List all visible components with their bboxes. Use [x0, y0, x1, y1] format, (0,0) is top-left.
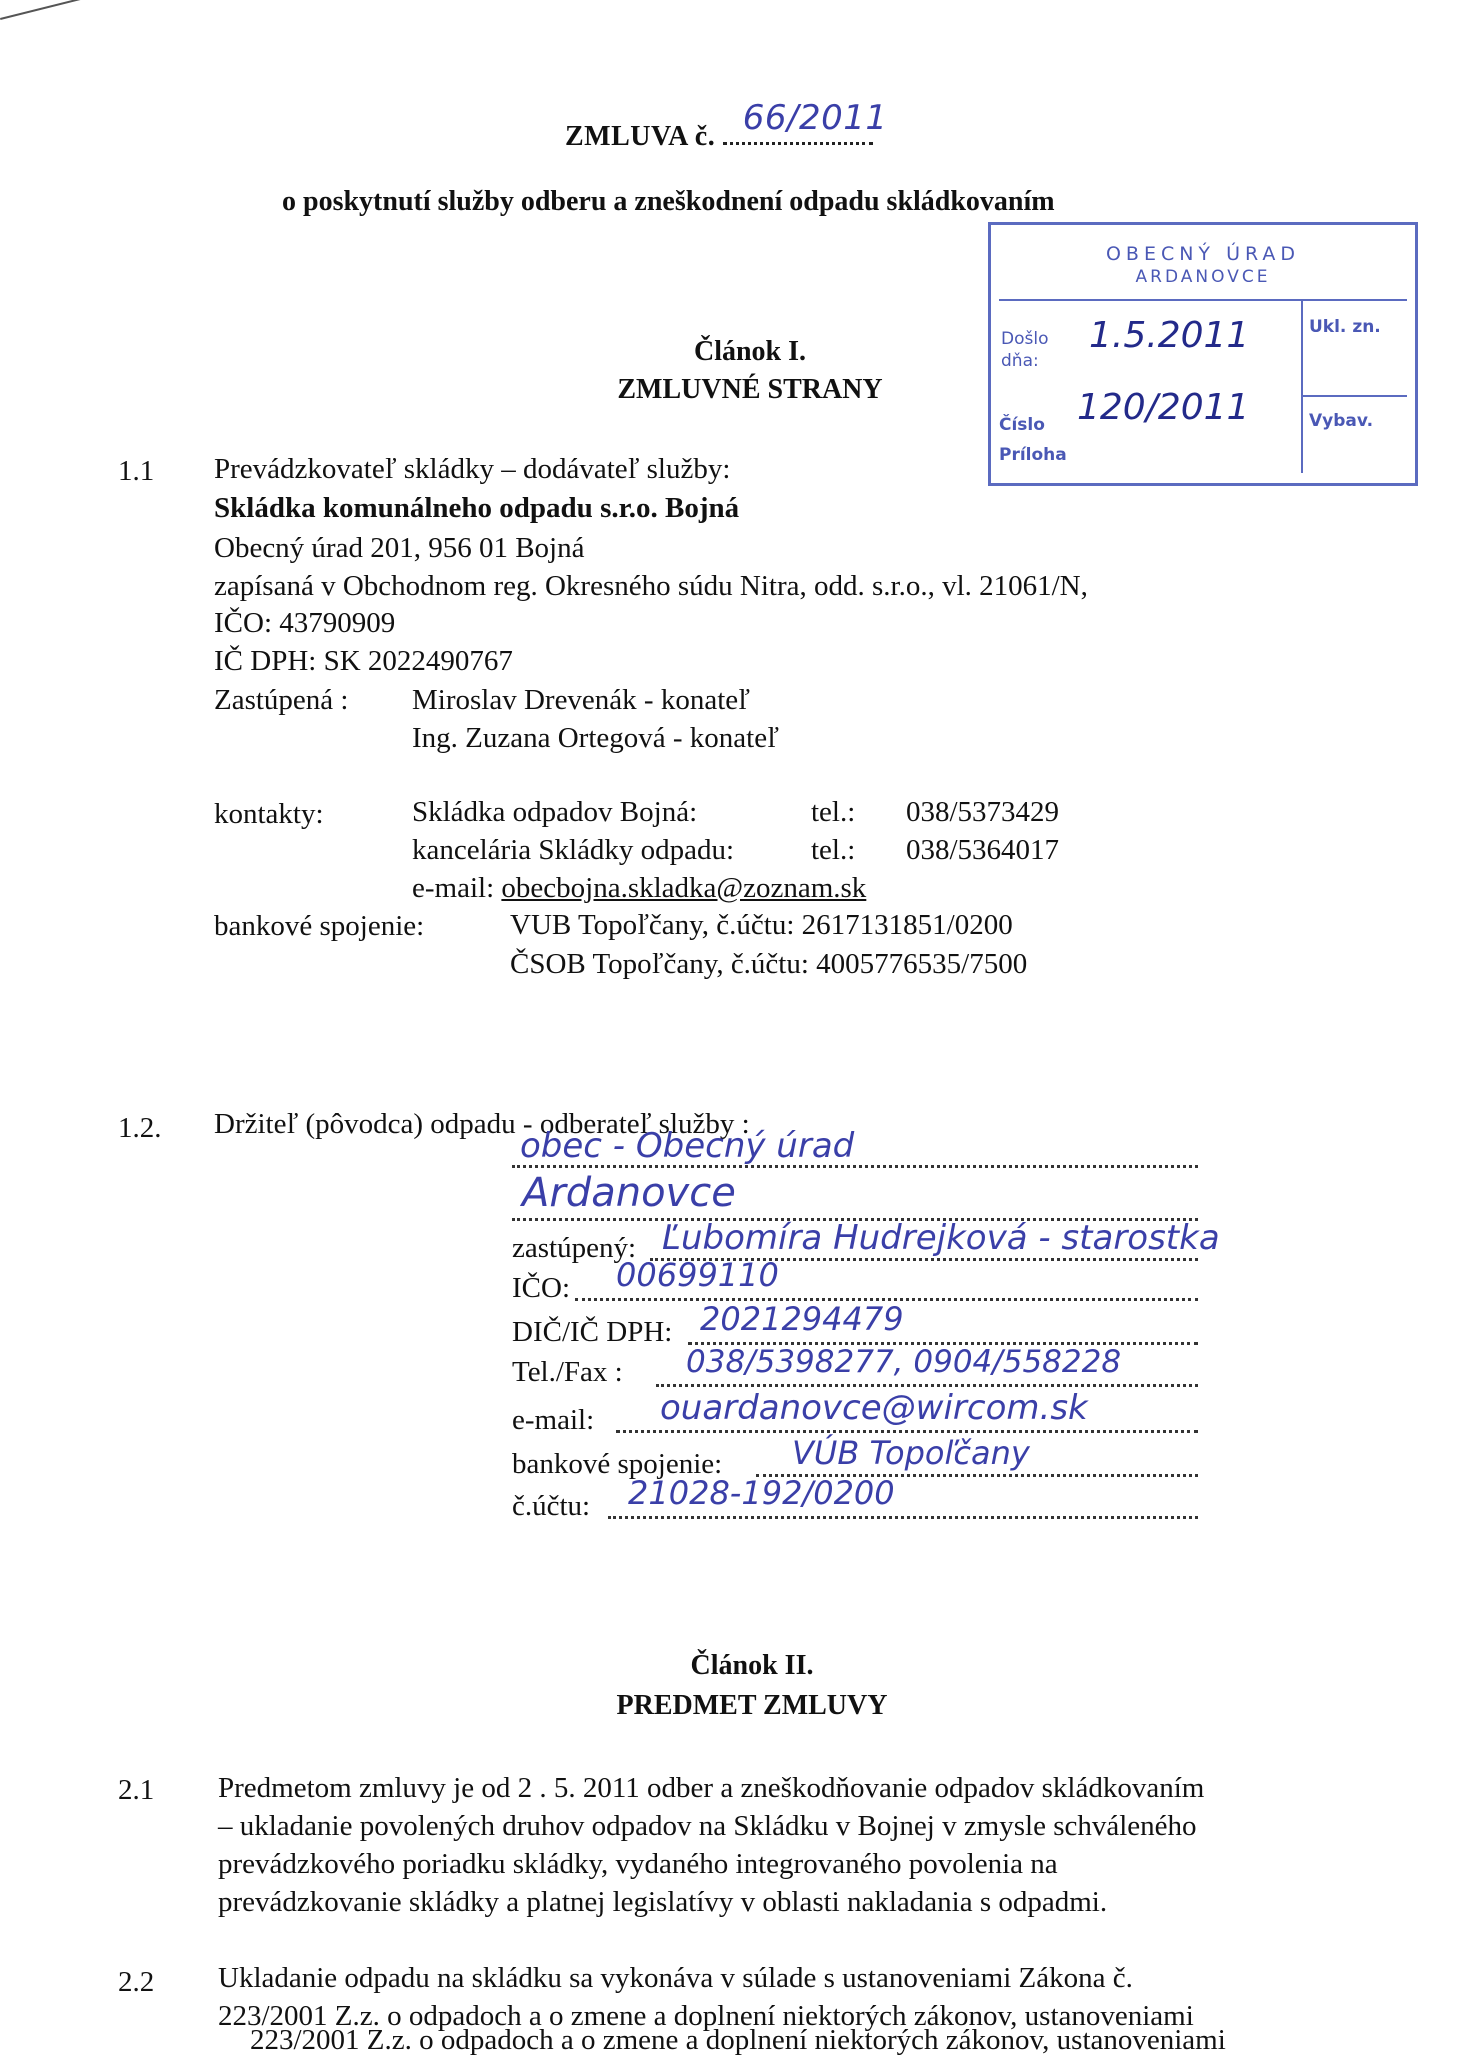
stamp-label-doslo: Došlo	[1001, 329, 1049, 349]
party2-name-handwritten: obec - Obecný úrad	[520, 1126, 855, 1166]
party1-contact1-tel-label: tel.:	[811, 796, 856, 828]
article2-subtitle: PREDMET ZMLUVY	[616, 1690, 888, 1721]
stamp-office-line1: OBECNÝ ÚRAD	[1105, 243, 1301, 265]
pen-mark	[0, 0, 93, 20]
section21-line2: – ukladanie povolených druhov odpadov na Skládku v Bojnej v zmysle schváleného	[218, 1810, 1197, 1842]
party1-contact2-tel: 038/5364017	[906, 834, 1060, 866]
section22-line1: Ukladanie odpadu na skládku sa vykonáva v súlade s ustanoveniami Zákona č.	[218, 1962, 1133, 1994]
section-number-1-2: 1.2.	[118, 1112, 162, 1144]
party2-account-handwritten: 21028-192/0200	[628, 1474, 895, 1512]
party1-representative2: Ing. Zuzana Ortegová - konateľ	[412, 722, 779, 754]
contract-title-prefix: ZMLUVA č.	[565, 121, 723, 152]
party2-role: Držiteľ (pôvodca) odpadu - odberateľ služby :	[214, 1108, 750, 1140]
article2-title: Článok II.	[690, 1650, 814, 1681]
contract-number-field	[723, 98, 888, 145]
party1-ic-dph: IČ DPH: SK 2022490767	[214, 645, 513, 677]
party1-bank2: ČSOB Topoľčany, č.účtu: 4005776535/7500	[510, 948, 1028, 980]
party1-represented-label: Zastúpená :	[214, 684, 349, 716]
party2-account-line	[608, 1516, 1198, 1519]
stamp-label-vybav: Vybav.	[1309, 411, 1374, 431]
contract-title	[565, 98, 888, 153]
article1-subtitle: ZMLUVNÉ STRANY	[617, 374, 883, 405]
party2-place-handwritten: Ardanovce	[522, 1170, 736, 1216]
party1-email-link[interactable]: obecbojna.skladka@zoznam.sk	[501, 872, 867, 904]
party1-ico: IČO: 43790909	[214, 607, 396, 639]
party2-tel-label: Tel./Fax :	[512, 1356, 623, 1388]
article1-title: Článok I.	[693, 336, 807, 367]
party2-ico-handwritten: 00699110	[616, 1256, 779, 1294]
stamp-date-handwritten: 1.5.2011	[1089, 315, 1250, 356]
stamp-divider	[999, 299, 1407, 301]
contract-subtitle: o poskytnutí služby odberu a zneškodnení odpadu skládkovaním	[282, 186, 1055, 217]
stamp-label-dna: dňa:	[1001, 351, 1039, 371]
party1-email-line	[412, 872, 866, 905]
section22-line3: 223/2001 Z.z. o odpadoch a o zmene a doplnení niektorých zákonov, ustanoveniami	[250, 2024, 1226, 2056]
party2-email-line	[616, 1430, 1198, 1433]
stamp-divider	[1303, 395, 1407, 397]
party1-bank1: VUB Topoľčany, č.účtu: 2617131851/0200	[510, 909, 1013, 941]
party1-bank-label: bankové spojenie:	[214, 910, 425, 942]
stamp-divider	[1301, 301, 1303, 473]
party2-bank-label: bankové spojenie:	[512, 1448, 723, 1480]
party1-name: Skládka komunálneho odpadu s.r.o. Bojná	[214, 492, 740, 524]
party1-contact2-name: kancelária Skládky odpadu:	[412, 834, 735, 866]
section22-line2: 223/2001 Z.z. o odpadoch a o zmene a doplnení niektorých zákonov, ustanoveniami	[218, 2000, 1194, 2032]
section21-line4: prevádzkovanie skládky a platnej legislatívy v oblasti nakladania s odpadmi.	[218, 1886, 1108, 1918]
party1-representative1: Miroslav Drevenák - konateľ	[412, 684, 750, 716]
party1-contact1-name: Skládka odpadov Bojná:	[412, 796, 698, 828]
party1-email-label: e-mail:	[412, 872, 502, 904]
party1-contacts-label: kontakty:	[214, 798, 324, 830]
stamp-label-priloha: Príloha	[999, 445, 1067, 465]
party1-contact2-tel-label: tel.:	[811, 834, 856, 866]
section-number-2-1: 2.1	[118, 1774, 155, 1806]
party2-email-handwritten: ouardanovce@wircom.sk	[660, 1388, 1088, 1428]
section-number-2-2: 2.2	[118, 1966, 155, 1998]
party2-represented-label: zastúpený:	[512, 1232, 637, 1264]
party1-role: Prevádzkovateľ skládky – dodávateľ služby:	[214, 453, 731, 485]
party2-tel-line	[656, 1384, 1198, 1387]
stamp-label-cislo: Číslo	[999, 415, 1045, 435]
section21-line1: Predmetom zmluvy je od 2 . 5. 2011 odber a zneškodňovanie odpadov skládkovaním	[218, 1772, 1205, 1804]
party2-tel-handwritten: 038/5398277, 0904/558228	[686, 1344, 1122, 1380]
party1-registry: zapísaná v Obchodnom reg. Okresného súdu Nitra, odd. s.r.o., vl. 21061/N,	[214, 570, 1088, 602]
stamp-number-handwritten: 120/2011	[1077, 387, 1250, 428]
section21-line3: prevádzkového poriadku skládky, vydaného integrovaného povolenia na	[218, 1848, 1058, 1880]
section-number-1-1: 1.1	[118, 455, 155, 487]
party1-address: Obecný úrad 201, 956 01 Bojná	[214, 532, 585, 564]
party2-email-label: e-mail:	[512, 1404, 595, 1436]
stamp-label-ukl: Ukl. zn.	[1309, 317, 1381, 337]
party2-ico-label: IČO:	[512, 1272, 570, 1304]
party2-represented-handwritten: Ľubomíra Hudrejková - starostka	[662, 1218, 1220, 1258]
registry-stamp	[988, 222, 1418, 486]
party1-contact1-tel: 038/5373429	[906, 796, 1060, 828]
party2-bank-handwritten: VÚB Topoľčany	[792, 1434, 1030, 1472]
party2-account-label: č.účtu:	[512, 1490, 591, 1522]
contract-number-handwritten: 66/2011	[742, 98, 888, 138]
stamp-office-line2: ARDANOVCE	[1135, 267, 1271, 287]
party2-dic-handwritten: 2021294479	[700, 1300, 904, 1338]
party2-dic-label: DIČ/IČ DPH:	[512, 1316, 673, 1348]
